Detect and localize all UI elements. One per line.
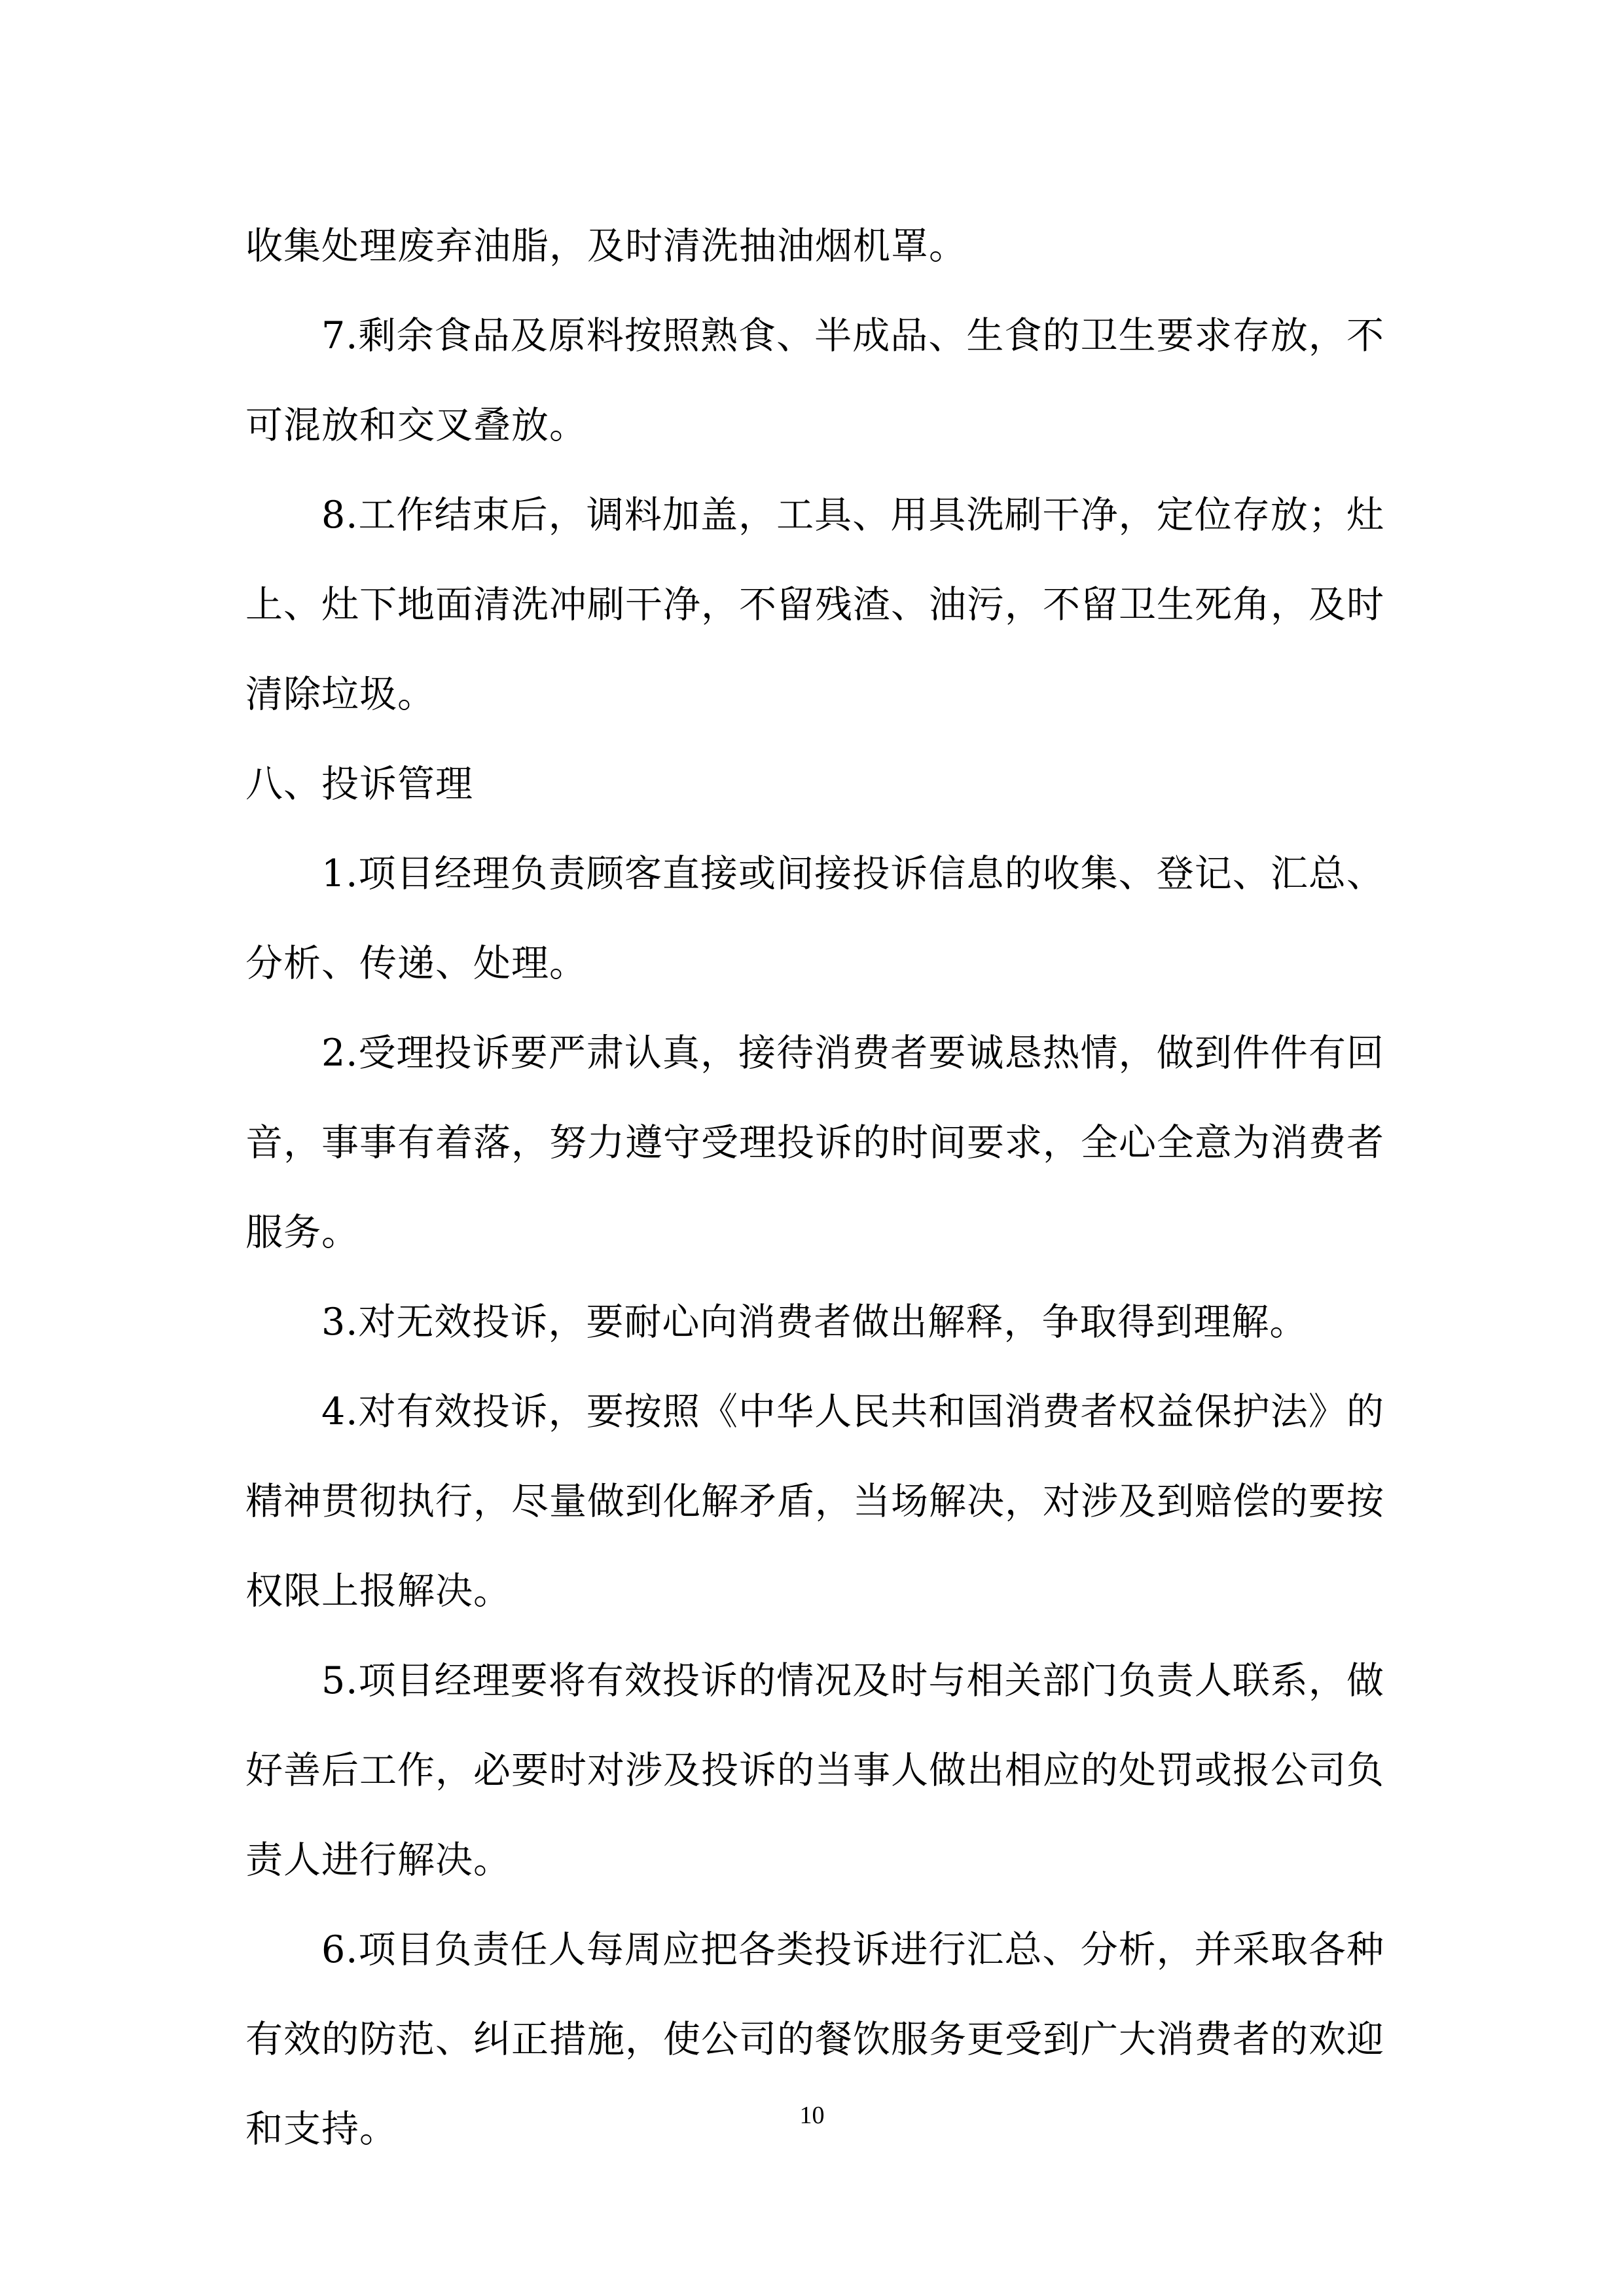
paragraph-item-8: 8.工作结束后，调料加盖，工具、用具洗刷干净，定位存放；灶上、灶下地面清洗冲刷干净，不留残渣、油污，不留卫生死角，及时清除垃圾。 xyxy=(245,493,1384,716)
page-number: 10 xyxy=(799,2102,825,2129)
paragraph-item-7: 7.剩余食品及原料按照熟食、半成品、生食的卫生要求存放，不可混放和交叉叠放。 xyxy=(245,314,1384,447)
paragraph-complaint-5: 5.项目经理要将有效投诉的情况及时与相关部门负责人联系，做好善后工作，必要时对涉及投诉的当事人做出相应的处罚或报公司负责人进行解决。 xyxy=(245,1659,1384,1882)
document-page xyxy=(245,202,1384,2174)
paragraph-complaint-4: 4.对有效投诉，要按照《中华人民共和国消费者权益保护法》的精神贯彻执行，尽量做到化解矛盾，当场解决，对涉及到赔偿的要按权限上报解决。 xyxy=(245,1390,1384,1613)
paragraph-complaint-6: 6.项目负责任人每周应把各类投诉进行汇总、分析，并采取各种有效的防范、纠正措施，使公司的餐饮服务更受到广大消费者的欢迎和支持。 xyxy=(245,1928,1384,2151)
paragraph-complaint-3: 3.对无效投诉，要耐心向消费者做出解释，争取得到理解。 xyxy=(321,1300,1308,1344)
paragraph-continuation: 收集处理废弃油脂，及时清洗抽油烟机罩。 xyxy=(245,224,967,268)
paragraph-complaint-2: 2.受理投诉要严肃认真，接待消费者要诚恳热情，做到件件有回音，事事有着落，努力遵守受理投诉的时间要求，全心全意为消费者服务。 xyxy=(245,1031,1384,1254)
section-heading: 八、投诉管理 xyxy=(245,762,473,806)
paragraph-complaint-1: 1.项目经理负责顾客直接或间接投诉信息的收集、登记、汇总、分析、传递、处理。 xyxy=(245,852,1384,985)
